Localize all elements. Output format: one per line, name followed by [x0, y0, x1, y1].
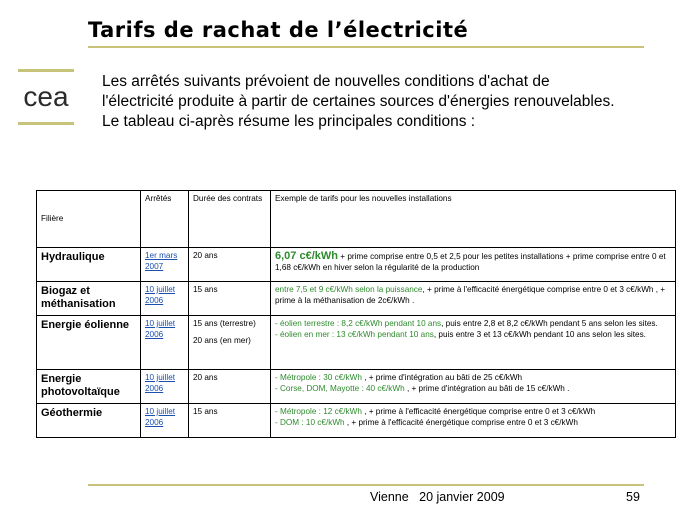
tarif-highlight: - Métropole : 12 c€/kWh	[275, 407, 362, 416]
tarif-detail: , + prime à l'efficacité énergétique comprise entre 0 et 3 c€/kWh , + prime à la méthanisation de 2c€/kWh .	[275, 285, 666, 305]
header-exemple: Exemple de tarifs pour les nouvelles installations	[271, 191, 676, 248]
tarif-highlight: - éolien en mer : 13 c€/kWh pendant 10 ans	[275, 329, 434, 339]
tarif-highlight: - éolien terrestre : 8,2 c€/kWh pendant 10 ans	[275, 319, 442, 328]
footer-divider	[88, 484, 644, 486]
page-title: Tarifs de rachat de l’électricité	[88, 18, 469, 42]
row-duree	[189, 316, 271, 370]
tarif-detail: , + prime d'intégration au bâti de 15 c€/kWh .	[404, 383, 570, 393]
row-filiere: Géothermie	[37, 404, 141, 438]
footer-location-date: Vienne 20 janvier 2009	[370, 490, 505, 504]
header-filiere: Filière	[37, 191, 141, 248]
row-tarif	[271, 248, 676, 282]
tarif-detail: , + prime à l'efficacité énergétique comprise entre 0 et 3 c€/kWh	[344, 417, 578, 427]
tarif-detail: , puis entre 3 et 13 c€/kWh pendant 10 ans selon les sites.	[433, 329, 646, 339]
tarif-highlight: - Métropole : 30 c€/kWh	[275, 373, 362, 382]
header-arretes: Arrêtés	[141, 191, 189, 248]
row-duree: 15 ans	[189, 282, 271, 316]
tarif-highlight: - DOM : 10 c€/kWh	[275, 417, 345, 427]
intro-text: Les arrêtés suivants prévoient de nouvelles conditions d'achat de l'électricité produite à partir de certaines sources d'énergies renouvelables. Le tableau ci-après résume les principales conditions :	[102, 73, 615, 130]
row-duree: 20 ans	[189, 248, 271, 282]
page-number: 59	[626, 490, 640, 504]
row-arrete-link[interactable]: 10 juillet 2006	[141, 282, 189, 316]
cea-logo-icon	[16, 68, 76, 128]
row-tarif	[271, 370, 676, 404]
tarif-detail: , + prime d'intégration au bâti de 25 c€/kWh	[361, 373, 523, 382]
tarif-highlight: entre 7,5 et 9 c€/kWh selon la puissance	[275, 285, 423, 294]
svg-text:cea: cea	[23, 81, 69, 112]
table-row	[37, 404, 676, 438]
row-filiere: Hydraulique	[37, 248, 141, 282]
tarif-highlight: 6,07 c€/kWh	[275, 250, 338, 262]
tarif-detail: + prime comprise entre 0,5 et 2,5 pour les petites installations + prime comprise entre 0 et 1,68 c€/kWh en hiver selon la régularité de la production	[275, 252, 666, 272]
table-row	[37, 370, 676, 404]
row-filiere: Biogaz et méthanisation	[37, 282, 141, 316]
row-arrete-link[interactable]: 10 juillet 2006	[141, 370, 189, 404]
table-row	[37, 248, 676, 282]
row-tarif	[271, 404, 676, 438]
row-arrete-link[interactable]: 10 juillet 2006	[141, 404, 189, 438]
table-header-row	[37, 191, 676, 248]
duree-terrestre: 15 ans (terrestre)	[193, 319, 256, 328]
table-row	[37, 282, 676, 316]
title-divider	[88, 46, 644, 48]
row-duree: 15 ans	[189, 404, 271, 438]
tarif-highlight: - Corse, DOM, Mayotte : 40 c€/kWh	[275, 383, 405, 393]
duree-mer: 20 ans (en mer)	[193, 335, 251, 345]
row-filiere: Energie photovoltaïque	[37, 370, 141, 404]
row-arrete-link[interactable]: 10 juillet 2006	[141, 316, 189, 370]
tariffs-table	[36, 190, 676, 438]
table-row	[37, 316, 676, 370]
tarif-detail: , + prime à l'efficacité énergétique comprise entre 0 et 3 c€/kWh	[361, 407, 596, 416]
row-arrete-link[interactable]: 1er mars 2007	[141, 248, 189, 282]
row-tarif	[271, 316, 676, 370]
row-filiere: Energie éolienne	[37, 316, 141, 370]
row-tarif	[271, 282, 676, 316]
row-duree: 20 ans	[189, 370, 271, 404]
tarif-detail: , puis entre 2,8 et 8,2 c€/kWh pendant 5 ans selon les sites.	[441, 319, 658, 328]
header-duree: Durée des contrats	[189, 191, 271, 248]
